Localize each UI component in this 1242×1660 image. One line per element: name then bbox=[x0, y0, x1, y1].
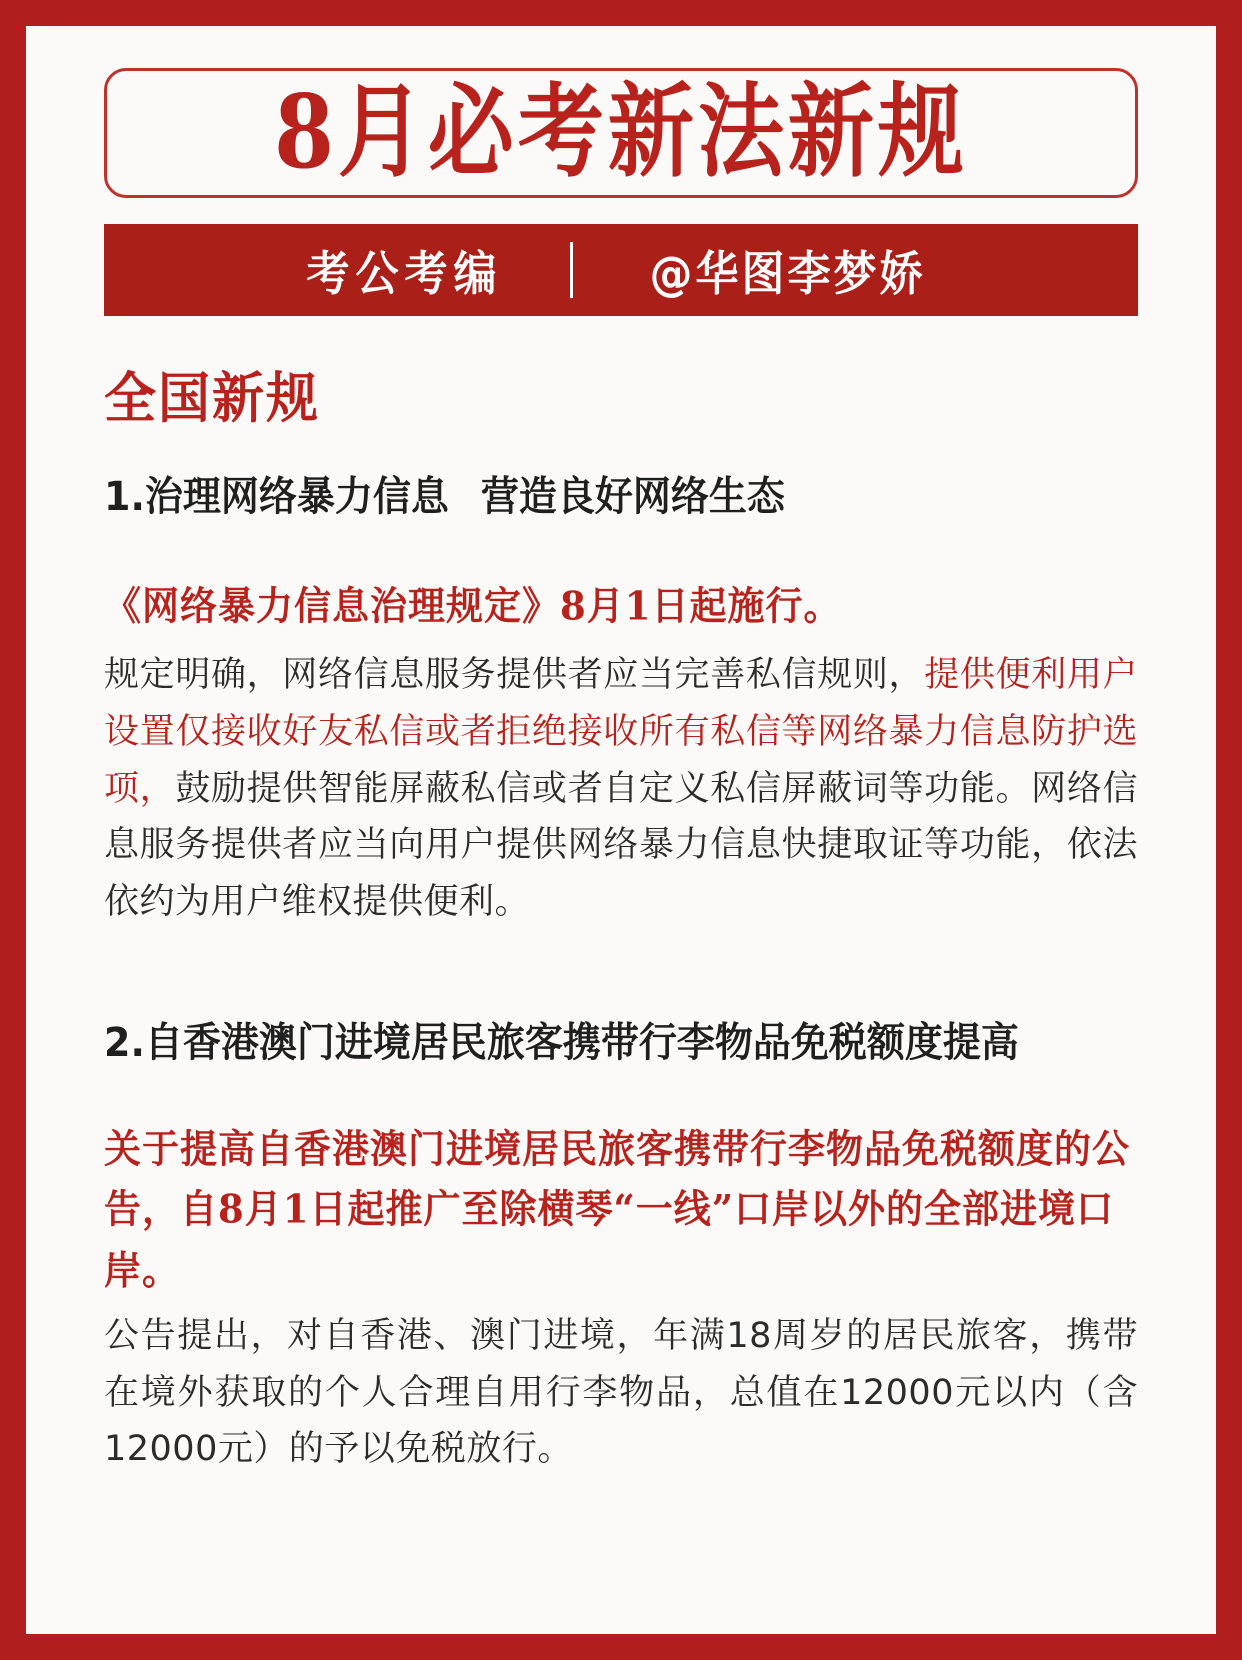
item-1-body-highlight: 提供便利用户设置仅接收好友私信或者拒绝接收所有私信等网络暴力信息防护选项， bbox=[104, 655, 1138, 809]
item-1-title-secondary: 营造良好网络生态 bbox=[480, 472, 785, 520]
item-1-body-tail: 鼓励提供智能屏蔽私信或者自定义私信屏蔽词等功能。网络信息服务提供者应当向用户提供网络暴力信息快捷取证等功能，依法依约为用户维权提供便利。 bbox=[104, 768, 1138, 923]
item-2-title-primary: 2.自香港澳门进境居民旅客携带行李物品免税额度提高 bbox=[104, 1018, 1019, 1066]
item-1-body-lead: 规定明确，网络信息服务提供者应当完善私信规则， bbox=[104, 655, 925, 696]
item-1-body bbox=[104, 647, 1138, 930]
item-1-heading bbox=[104, 463, 1138, 521]
item-1-citation: 《网络暴力信息治理规定》8月1日起施行。 bbox=[104, 582, 842, 630]
item-2-body bbox=[104, 1308, 1138, 1478]
subtitle-bar bbox=[104, 224, 1138, 316]
tag-exam-category: 考公考编 bbox=[306, 246, 503, 302]
title-box bbox=[104, 68, 1138, 198]
item-2-heading bbox=[104, 1009, 1138, 1067]
section-heading: 全国新规 bbox=[104, 366, 321, 431]
tag-author-handle: @华图李梦娇 bbox=[649, 246, 926, 302]
page-title: 8月必考新法新规 bbox=[274, 72, 968, 192]
poster-frame bbox=[26, 26, 1216, 1634]
item-1-title-primary: 1.治理网络暴力信息 bbox=[104, 472, 449, 520]
item-2-body-lead: 公告提出，对自香港、澳门进境，年满18周岁的居民旅客，携带在境外获取的个人合理自用行李物品，总值在12000元以内（含12000元）的予以免税放行。 bbox=[104, 1315, 1138, 1470]
item-2-citation: 关于提高自香港澳门进境居民旅客携带行李物品免税额度的公告，自8月1日起推广至除横琴“一线”口岸以外的全部进境口岸。 bbox=[104, 1124, 1130, 1294]
poster-content bbox=[26, 68, 1216, 1478]
